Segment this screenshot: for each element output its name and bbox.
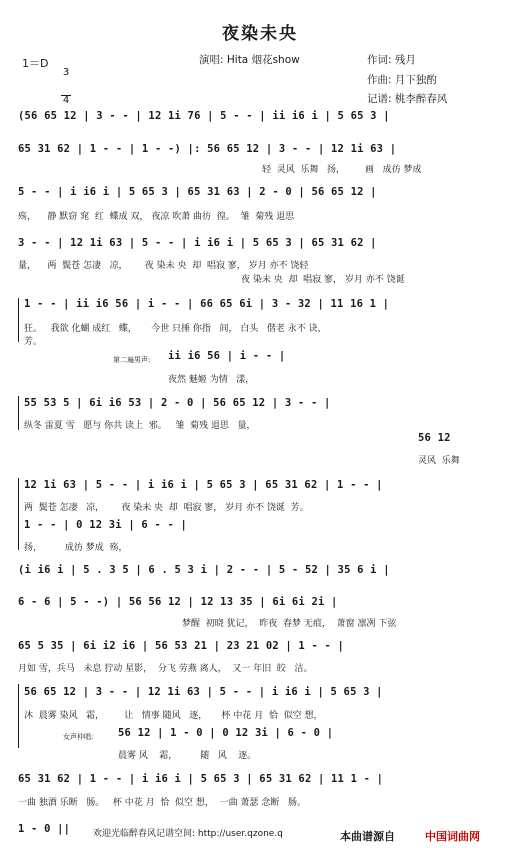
score-line-4: 3 - - | 12 1i 63 | 5 - - | i i6 i | 5 65 3 | 65 31 62 |: [18, 237, 377, 249]
lyric-line-8: 两 鬓苍 怎凄 凉， 夜 染未 央 却 唱寂 寥， 岁月 亦不 饶诞 芳。: [24, 503, 309, 513]
lyric-line-5b: 芳。: [24, 337, 43, 347]
repeat-bracket-2: [18, 396, 19, 430]
lyric-line-4b: 夜 染未 央 却 唱寂 寥， 岁月 亦不 饶诞: [241, 275, 405, 285]
score-line-12: 65 5 35 | 6i i2 i6 | 56 53 21 | 23 21 02 | 1 - - |: [18, 640, 345, 652]
score-line-intro: (56 65 12 | 3 - - | 12 1i 76 | 5 - - | ii i6 i | 5 65 3 |: [18, 110, 390, 122]
transcriber-credit: 记谱: 桃李醉春风: [367, 93, 448, 105]
lyricist-credit: 作词: 残月: [367, 54, 416, 66]
site-name: 中国词曲网: [425, 830, 480, 843]
lyric-line-9: 扬， 成彷 梦成 殇，: [24, 543, 128, 553]
composer-credit: 作曲: 月下独酌: [367, 74, 437, 86]
female-harmony-label: 女声仲唱:: [63, 733, 94, 741]
lyric-line-15: 一曲 独酒 乐断 肠。 杯 中花 月 恰 似空 想， 一曲 萧瑟 念断 肠。: [18, 798, 306, 808]
score-line-10: (i i6 i | 5 . 3 5 | 6 . 5 3 i | 2 - - | 5 - 52 | 35 6 i |: [18, 564, 390, 576]
score-line-13: 56 65 12 | 3 - - | 12 1i 63 | 5 - - | i i6 i | 5 65 3 |: [24, 686, 383, 698]
lyric-line-5a: 狂。 我欲 化蝴 成红 蝶， 今世 只捶 你指 间， 白头 偕老 永不 诀，: [24, 324, 327, 334]
score-line-final: 1 - 0 ||: [18, 823, 71, 835]
lyric-line-7: 纵冬 雷夏 雪 愿与 你共 读上 邪。 雏 菊残 退思 量，: [24, 421, 256, 431]
song-title: 夜染未央: [222, 24, 298, 44]
score-line-7-side: 56 12: [418, 432, 451, 444]
lyric-line-3: 殇， 静 默窃 窕 红 蝶成 双， 夜凉 吹萧 曲彷 徨。 雏 菊残 退思: [18, 212, 295, 222]
score-line-2: 65 31 62 | 1 - - | 1 - -) |: 56 65 12 | 3 - - | 12 1i 63 |: [18, 143, 397, 155]
singer-credit: 演唱: Hita 烟花show: [199, 54, 300, 66]
time-signature-top: 3: [62, 67, 70, 78]
score-line-14: 56 12 | 1 - 0 | 0 12 3i | 6 - 0 |: [118, 727, 334, 739]
time-signature: [61, 50, 71, 114]
score-line-7: 55 53 5 | 6i i6 53 | 2 - 0 | 56 65 12 | 3 - - |: [24, 397, 331, 409]
welcome-text: 欢迎光临醉春风记谱空间: http://user.qzone.q: [93, 829, 283, 839]
key-signature: 1＝D: [22, 57, 49, 70]
repeat-bracket-1: [18, 298, 19, 342]
repeat-bracket-4: [18, 684, 19, 748]
time-signature-bottom: 4: [62, 95, 70, 106]
lyric-line-4a: 量， 两 鬓苍 怎凄 凉， 夜 染未 央 却 唱寂 寥， 岁月 亦不 饶轻: [18, 261, 309, 271]
repeat-bracket-3: [18, 478, 19, 550]
score-line-15: 65 31 62 | 1 - - | i i6 i | 5 65 3 | 65 31 62 | 11 1 - |: [18, 773, 384, 785]
second-pass-male-label: 第二遍男声:: [113, 356, 151, 364]
score-line-3: 5 - - | i i6 i | 5 65 3 | 65 31 63 | 2 - 0 | 56 65 12 |: [18, 186, 377, 198]
lyric-line-2: 轻 灵风 乐舞 扬， 画 成彷 梦成: [262, 165, 422, 175]
lyric-line-7-side: 灵风 乐舞: [418, 456, 460, 466]
score-line-11: 6 - 6 | 5 - -) | 56 56 12 | 12 13 35 | 6i 6i 2i |: [18, 596, 338, 608]
score-line-5: 1 - - | ii i6 56 | i - - | 66 65 6i | 3 - 32 | 11 16 1 |: [24, 298, 390, 310]
lyric-line-12: 月如 雪，兵马 未息 狞动 星影， 分飞 劳燕 离人， 又一 年旧 皎 洁。: [18, 664, 313, 674]
lyric-line-14: 晨雾 风 霜， 随 风 逐。: [118, 751, 257, 761]
lyric-line-6: 夜然 魅姬 为情 漾，: [168, 375, 255, 385]
score-line-6: ii i6 56 | i - - |: [168, 350, 286, 362]
lyric-line-13: 沐 晨雾 染风 霜， 让 情事 随风 逐， 杯 中花 月 恰 似空 想，: [24, 711, 323, 721]
lyric-line-11: 梦醒 初晓 犹记， 昨夜 春梦 无痕， 萧窗 凛冽 下弦: [182, 619, 397, 629]
score-line-9: 1 - - | 0 12 3i | 6 - - |: [24, 519, 188, 531]
source-label: 本曲谱源自: [340, 830, 395, 843]
score-line-8: 12 1i 63 | 5 - - | i i6 i | 5 65 3 | 65 31 62 | 1 - - |: [24, 479, 383, 491]
